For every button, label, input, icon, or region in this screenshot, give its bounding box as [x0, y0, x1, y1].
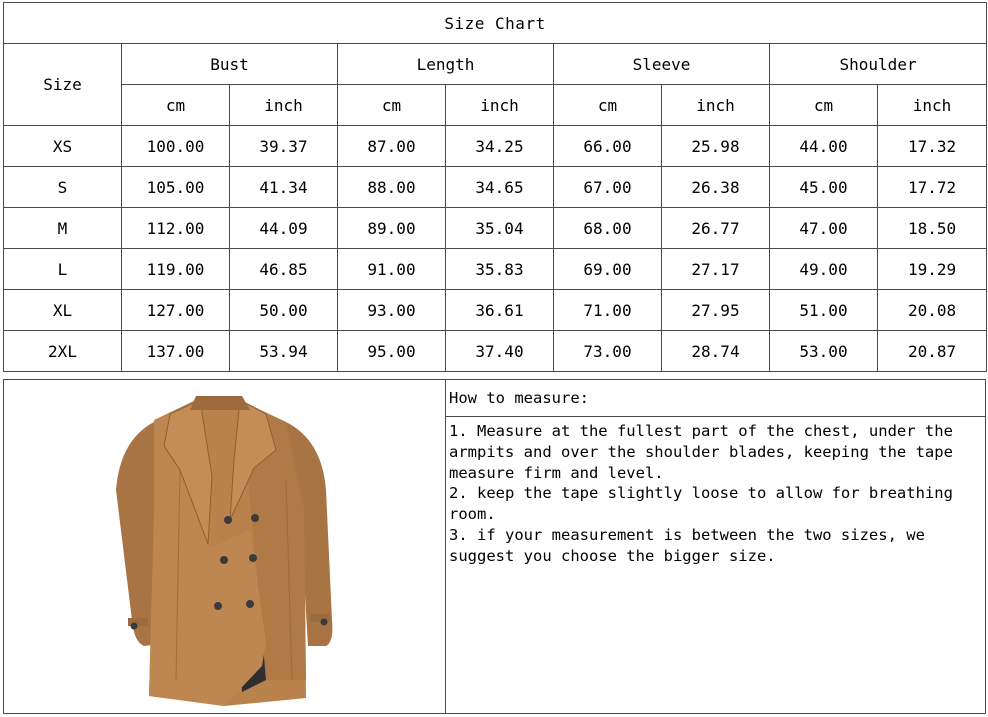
table-cell: 26.38: [662, 167, 770, 208]
size-label: M: [4, 208, 122, 249]
table-cell: 105.00: [122, 167, 230, 208]
table-cell: 20.08: [878, 290, 987, 331]
measure-step: 1. Measure at the fullest part of the chest, under the armpits and over the shoulder blades, keeping the tape measure firm and level.: [449, 422, 963, 482]
table-title: Size Chart: [4, 3, 987, 44]
table-cell: 46.85: [230, 249, 338, 290]
measure-step: 2. keep the tape slightly loose to allow for breathing room.: [449, 484, 963, 524]
table-row: [4, 126, 987, 167]
table-cell: 88.00: [338, 167, 446, 208]
table-cell: 51.00: [770, 290, 878, 331]
coat-collar: [190, 396, 250, 410]
coat-button: [131, 623, 138, 630]
coat-illustration: [4, 380, 445, 713]
table-cell: 34.65: [446, 167, 554, 208]
measure-title: How to measure:: [446, 380, 985, 417]
unit-header-cm: cm: [770, 85, 878, 126]
table-cell: 28.74: [662, 331, 770, 372]
size-label: XL: [4, 290, 122, 331]
coat-button: [214, 602, 222, 610]
table-cell: 35.83: [446, 249, 554, 290]
table-cell: 66.00: [554, 126, 662, 167]
unit-header-inch: inch: [446, 85, 554, 126]
table-cell: 25.98: [662, 126, 770, 167]
coat-button: [251, 514, 259, 522]
size-label: 2XL: [4, 331, 122, 372]
table-cell: 137.00: [122, 331, 230, 372]
table-cell: 27.17: [662, 249, 770, 290]
table-row: [4, 290, 987, 331]
table-cell: 26.77: [662, 208, 770, 249]
table-cell: 127.00: [122, 290, 230, 331]
table-cell: 89.00: [338, 208, 446, 249]
unit-header-cm: cm: [122, 85, 230, 126]
table-cell: 35.04: [446, 208, 554, 249]
table-cell: 100.00: [122, 126, 230, 167]
table-cell: 41.34: [230, 167, 338, 208]
size-column-header: Size: [4, 44, 122, 126]
table-cell: 17.72: [878, 167, 987, 208]
table-row: [4, 331, 987, 372]
table-cell: 44.09: [230, 208, 338, 249]
unit-header-inch: inch: [878, 85, 987, 126]
size-label: L: [4, 249, 122, 290]
group-header-shoulder: Shoulder: [770, 44, 987, 85]
table-cell: 91.00: [338, 249, 446, 290]
table-cell: 112.00: [122, 208, 230, 249]
measure-steps: [446, 417, 985, 571]
table-cell: 95.00: [338, 331, 446, 372]
table-cell: 36.61: [446, 290, 554, 331]
table-cell: 37.40: [446, 331, 554, 372]
table-row: [4, 208, 987, 249]
table-cell: 53.94: [230, 331, 338, 372]
measure-section: [3, 379, 986, 714]
size-label: S: [4, 167, 122, 208]
table-cell: 17.32: [878, 126, 987, 167]
group-header-length: Length: [338, 44, 554, 85]
table-cell: 69.00: [554, 249, 662, 290]
unit-header-inch: inch: [230, 85, 338, 126]
table-row: [4, 167, 987, 208]
unit-header-cm: cm: [338, 85, 446, 126]
size-chart-table: [3, 2, 987, 372]
unit-header-inch: inch: [662, 85, 770, 126]
group-header-bust: Bust: [122, 44, 338, 85]
table-cell: 18.50: [878, 208, 987, 249]
table-cell: 20.87: [878, 331, 987, 372]
table-row: [4, 249, 987, 290]
table-cell: 19.29: [878, 249, 987, 290]
table-cell: 50.00: [230, 290, 338, 331]
coat-button: [246, 600, 254, 608]
table-cell: 49.00: [770, 249, 878, 290]
product-image: [3, 379, 446, 714]
unit-header-cm: cm: [554, 85, 662, 126]
table-cell: 44.00: [770, 126, 878, 167]
group-header-sleeve: Sleeve: [554, 44, 770, 85]
table-cell: 67.00: [554, 167, 662, 208]
table-cell: 45.00: [770, 167, 878, 208]
coat-button: [220, 556, 228, 564]
table-cell: 119.00: [122, 249, 230, 290]
table-cell: 27.95: [662, 290, 770, 331]
coat-button: [224, 516, 232, 524]
table-cell: 71.00: [554, 290, 662, 331]
coat-button: [249, 554, 257, 562]
table-cell: 34.25: [446, 126, 554, 167]
table-cell: 39.37: [230, 126, 338, 167]
table-cell: 87.00: [338, 126, 446, 167]
measure-instructions: [446, 379, 986, 714]
measure-step: 3. if your measurement is between the two sizes, we suggest you choose the bigger size.: [449, 525, 935, 565]
table-cell: 73.00: [554, 331, 662, 372]
table-cell: 47.00: [770, 208, 878, 249]
size-label: XS: [4, 126, 122, 167]
table-cell: 68.00: [554, 208, 662, 249]
table-cell: 93.00: [338, 290, 446, 331]
table-cell: 53.00: [770, 331, 878, 372]
coat-button: [321, 619, 328, 626]
